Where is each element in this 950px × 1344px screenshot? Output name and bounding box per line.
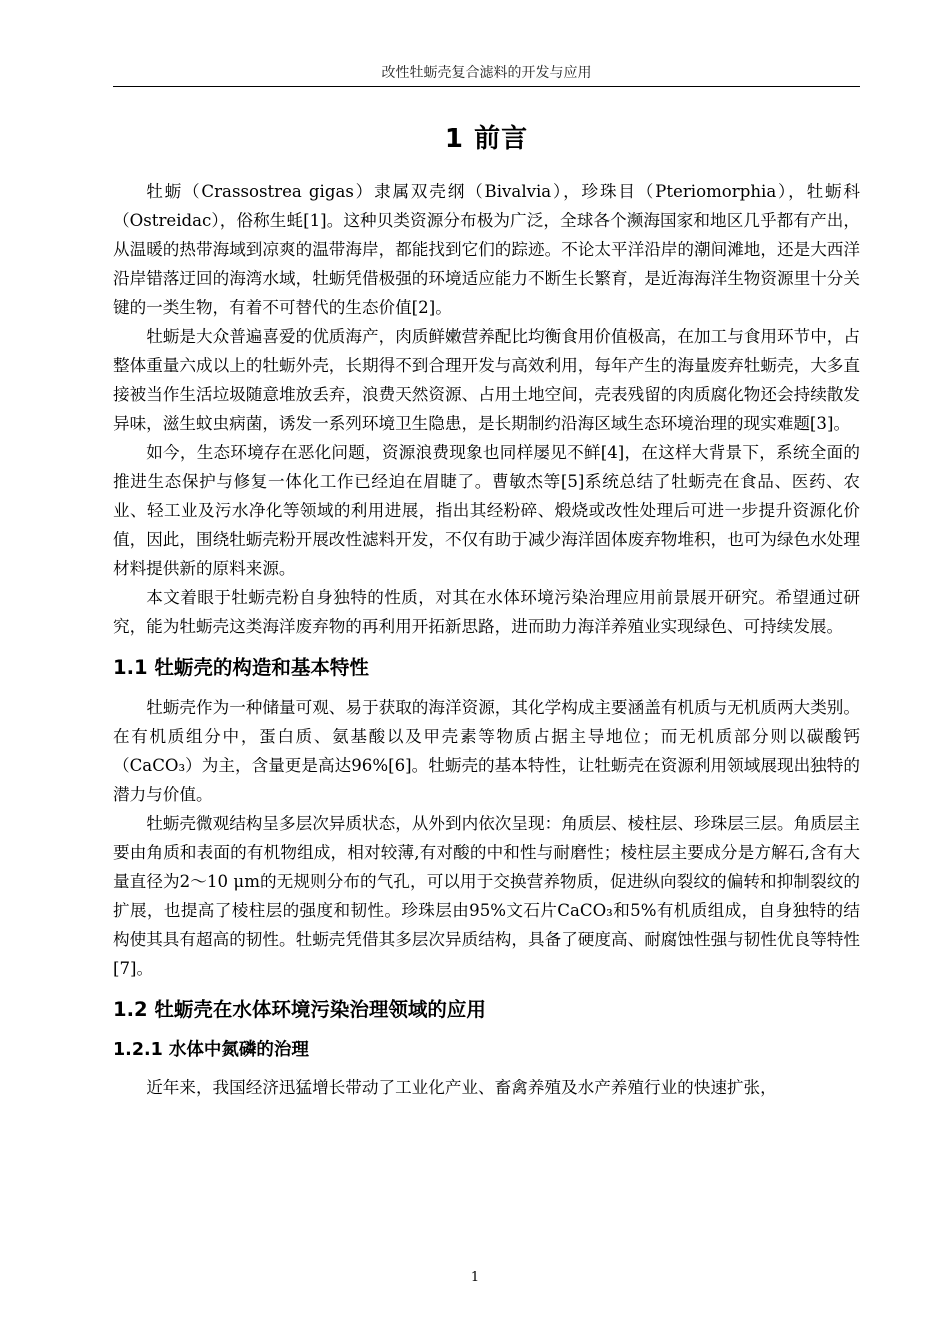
intro-paragraph-4: 本文着眼于牡蛎壳粉自身独特的性质，对其在水体环境污染治理应用前景展开研究。希望通过研究，能为牡蛎壳这类海洋废弃物的再利用开拓新思路，进而助力海洋养殖业实现绿色、可持续发展。: [113, 588, 860, 636]
section-1-1-paragraph-1: 牡蛎壳作为一种储量可观、易于获取的海洋资源，其化学构成主要涵盖有机质与无机质两大类别。在有机质组分中，蛋白质、氨基酸以及甲壳素等物质占据主导地位；而无机质部分则以碳酸钙（CaCO₃）为主，含量更是高达96%[6]。牡蛎壳的基本特性，让牡蛎壳在资源利用领域展现出独特的潜力与价值。: [113, 698, 860, 804]
intro-paragraph-1: 牡蛎（Crassostrea gigas）隶属双壳纲（Bivalvia），珍珠目（Pteriomorphia），牡蛎科（Ostreidac），俗称生蚝[1]。这种贝类资源分布极为广泛，全球各个濒海国家和地区几乎都有产出，从温暖的热带海域到凉爽的温带海岸，都能找到它们的踪迹。不论太平洋沿岸的潮间滩地，还是大西洋沿岸错落迂回的海湾水域，牡蛎凭借极强的环境适应能力不断生长繁育，是近海海洋生物资源里十分关键的一类生物，有着不可替代的生态价值[2]。: [113, 182, 860, 317]
running-header: 改性牡蛎壳复合滤料的开发与应用: [381, 65, 592, 81]
section-heading-1-2: 1.2 牡蛎壳在水体环境污染治理领域的应用: [113, 998, 486, 1021]
page-number: 1: [470, 1270, 480, 1285]
intro-paragraph-3: 如今，生态环境存在恶化问题，资源浪费现象也同样屡见不鲜[4]，在这样大背景下，系统全面的推进生态保护与修复一体化工作已经迫在眉睫了。曹敏杰等[5]系统总结了牡蛎壳在食品、医药、农业、轻工业及污水净化等领域的利用进展，指出其经粉碎、煅烧或改性处理后可进一步提升资源化价值，因此，围绕牡蛎壳粉开展改性滤料开发，不仅有助于减少海洋固体废弃物堆积，也可为绿色水处理材料提供新的原料来源。: [113, 443, 860, 578]
intro-paragraph-2: 牡蛎是大众普遍喜爱的优质海产，肉质鲜嫩营养配比均衡食用价值极高，在加工与食用环节中，占整体重量六成以上的牡蛎外壳，长期得不到合理开发与高效利用，每年产生的海量废弃牡蛎壳，大多直接被当作生活垃圾随意堆放丢弃，浪费天然资源、占用土地空间，壳表残留的肉质腐化物还会持续散发异味，滋生蚊虫病菌，诱发一系列环境卫生隐患，是长期制约沿海区域生态环境治理的现实难题[3]。: [113, 327, 860, 433]
section-1-2-1-paragraph-1: 近年来，我国经济迅猛增长带动了工业化产业、畜禽养殖及水产养殖行业的快速扩张，: [146, 1078, 777, 1097]
section-1-1-paragraph-2: 牡蛎壳微观结构呈多层次异质状态，从外到内依次呈现：角质层、棱柱层、珍珠层三层。角质层主要由角质和表面的有机物组成，相对较薄,有对酸的中和性与耐磨性；棱柱层主要成分是方解石,含有大量直径为2～10 μm的无规则分布的气孔，可以用于交换营养物质，促进纵向裂纹的偏转和抑制裂纹的扩展，也提高了棱柱层的强度和韧性。珍珠层由95%文石片CaCO₃和5%有机质组成，自身独特的结构使其具有超高的韧性。牡蛎壳凭借其多层次异质结构，具备了硬度高、耐腐蚀性强与韧性优良等特性[7]。: [113, 814, 860, 978]
header-rule: [113, 86, 860, 87]
section-heading-1-1: 1.1 牡蛎壳的构造和基本特性: [113, 656, 369, 679]
chapter-title: 1 前言: [444, 124, 529, 154]
page-body: [113, 118, 860, 1102]
subsection-heading-1-2-1: 1.2.1 水体中氮磷的治理: [113, 1040, 309, 1060]
